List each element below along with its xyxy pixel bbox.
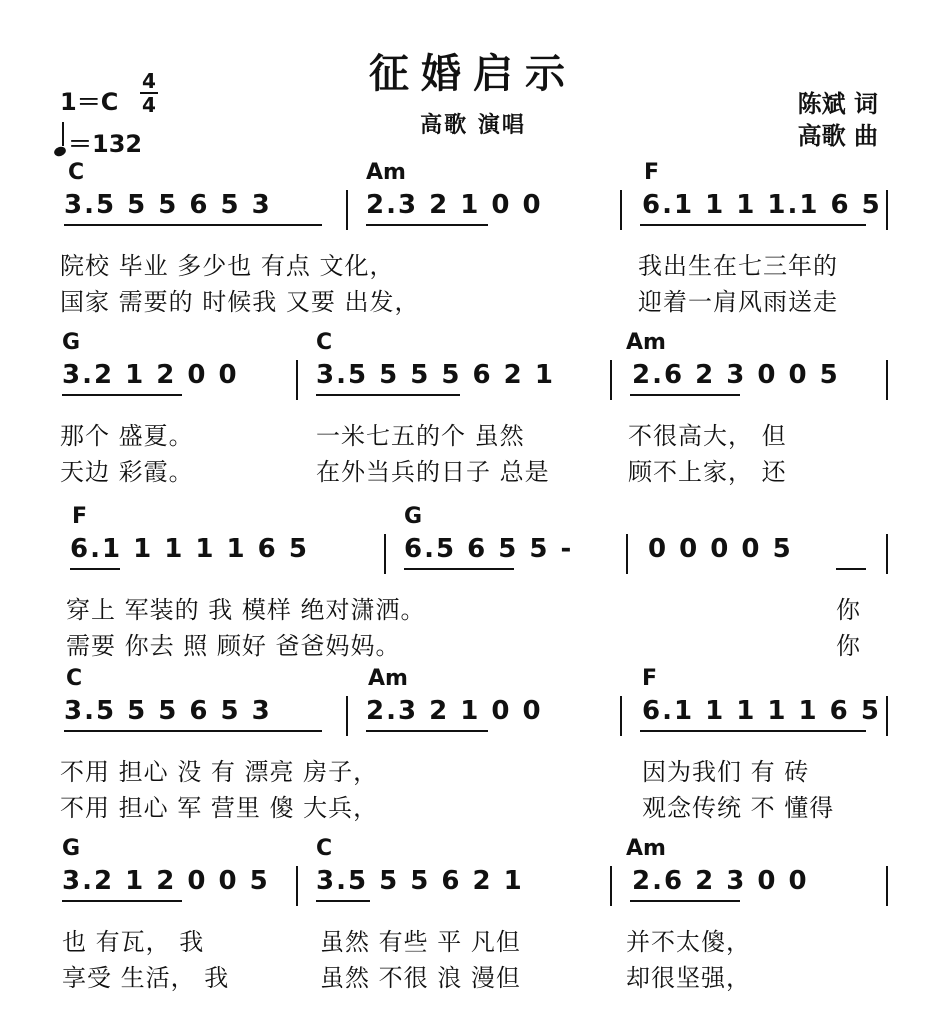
measure-notes: 6.1 1 1 1 1 6 5 [70,534,309,564]
chord-symbol: Am [366,160,406,185]
key-signature: 1＝C [60,88,119,116]
barline [610,360,612,400]
lyric-segment: 我出生在七三年的 [638,252,838,280]
barline [626,534,628,574]
lyric-segment: 不用 担心 军 营里 傻 大兵， [60,794,379,822]
lyric-segment: 也 有瓦， 我 [62,928,205,956]
chord-symbol: C [66,666,83,691]
chord-symbol: Am [626,836,666,861]
chord-symbol: G [404,504,423,529]
score-system-2 [0,330,946,486]
beam-line [70,568,120,570]
quarter-note-icon [53,145,67,158]
beam-line [62,394,182,396]
measure-notes: 6.5 6 5 5 - [404,534,574,564]
lyric-segment: 不很高大， 但 [628,422,787,450]
lyric-segment: 顾不上家， 还 [628,458,787,486]
barline [886,360,888,400]
beam-line [640,224,866,226]
lyric-segment: 你 [836,596,861,624]
performer-credit: 高歌 演唱 [420,113,526,138]
chord-symbol: C [316,330,333,355]
measure-notes: 3.5 5 5 6 2 1 [316,866,524,896]
barline [296,360,298,400]
beam-line [64,730,322,732]
lyric-segment: 院校 毕业 多少也 有点 文化， [60,252,395,280]
measure-notes: 2.3 2 1 0 0 [366,696,543,726]
lyric-segment: 因为我们 有 砖 [642,758,810,786]
beam-line [404,568,514,570]
chord-symbol: F [644,160,660,185]
lyric-segment: 在外当兵的日子 总是 [316,458,550,486]
beam-line [366,730,488,732]
beam-line [630,394,740,396]
measure-notes: 3.5 5 5 6 5 3 [64,696,272,726]
chord-symbol: C [316,836,333,861]
measure-notes: 2.6 2 3 0 0 [632,866,809,896]
time-signature [140,70,158,116]
score-system-3 [0,504,946,660]
lyric-segment: 迎着一肩风雨送走 [638,288,838,316]
beam-line [316,900,370,902]
score-system-4 [0,666,946,822]
tempo-marking [54,124,142,159]
lyric-segment: 虽然 有些 平 凡但 [320,928,521,956]
time-signature-top: 4 [142,69,156,93]
measure-notes: 3.2 1 2 0 0 [62,360,239,390]
chord-symbol: G [62,836,81,861]
lyric-segment: 观念传统 不 懂得 [642,794,835,822]
beam-line [64,224,322,226]
beam-line [640,730,866,732]
composer-credit: 高歌 曲 [797,122,878,150]
measure-notes: 2.3 2 1 0 0 [366,190,543,220]
barline [346,696,348,736]
chord-symbol: Am [626,330,666,355]
time-signature-bottom: 4 [142,93,156,117]
lyric-segment: 虽然 不很 浪 漫但 [320,964,521,992]
barline [886,190,888,230]
tempo-value: ＝132 [68,130,143,158]
barline [886,866,888,906]
barline [620,190,622,230]
measure-notes: 2.6 2 3 0 0 5 [632,360,840,390]
measure-notes: 3.5 5 5 5 6 2 1 [316,360,555,390]
beam-line [836,568,866,570]
lyric-segment: 享受 生活， 我 [62,964,230,992]
beam-line [316,394,460,396]
measure-notes: 6.1 1 1 1.1 6 5 [642,190,882,220]
lyricist-credit: 陈斌 词 [797,90,878,118]
barline [296,866,298,906]
measure-notes: 3.5 5 5 6 5 3 [64,190,272,220]
chord-symbol: F [642,666,658,691]
lyric-segment: 需要 你去 照 顾好 爸爸妈妈。 [66,632,401,660]
barline [886,696,888,736]
lyric-segment: 却很坚强， [626,964,751,992]
lyric-segment: 国家 需要的 时候我 又要 出发， [60,288,420,316]
beam-line [630,900,740,902]
lyric-segment: 并不太傻， [626,928,751,956]
song-title: 征婚启示 [369,51,577,97]
lyric-segment: 穿上 军装的 我 模样 绝对潇洒。 [66,596,426,624]
lyric-segment: 天边 彩霞。 [60,458,194,486]
chord-symbol: F [72,504,88,529]
barline [610,866,612,906]
lyric-segment: 一米七五的个 虽然 [316,422,525,450]
measure-notes: 6.1 1 1 1 1 6 5 [642,696,881,726]
barline [384,534,386,574]
chord-symbol: G [62,330,81,355]
barline [886,534,888,574]
lyric-segment: 不用 担心 没 有 漂亮 房子， [60,758,379,786]
lyric-segment: 你 [836,632,861,660]
barline [620,696,622,736]
barline [346,190,348,230]
chord-symbol: C [68,160,85,185]
beam-line [62,900,182,902]
score-system-5 [0,836,946,992]
beam-line [366,224,488,226]
lyric-segment: 那个 盛夏。 [60,422,194,450]
score-system-1 [0,160,946,316]
measure-notes: 3.2 1 2 0 0 5 [62,866,270,896]
measure-notes: 0 0 0 0 5 [648,534,793,564]
chord-symbol: Am [368,666,408,691]
